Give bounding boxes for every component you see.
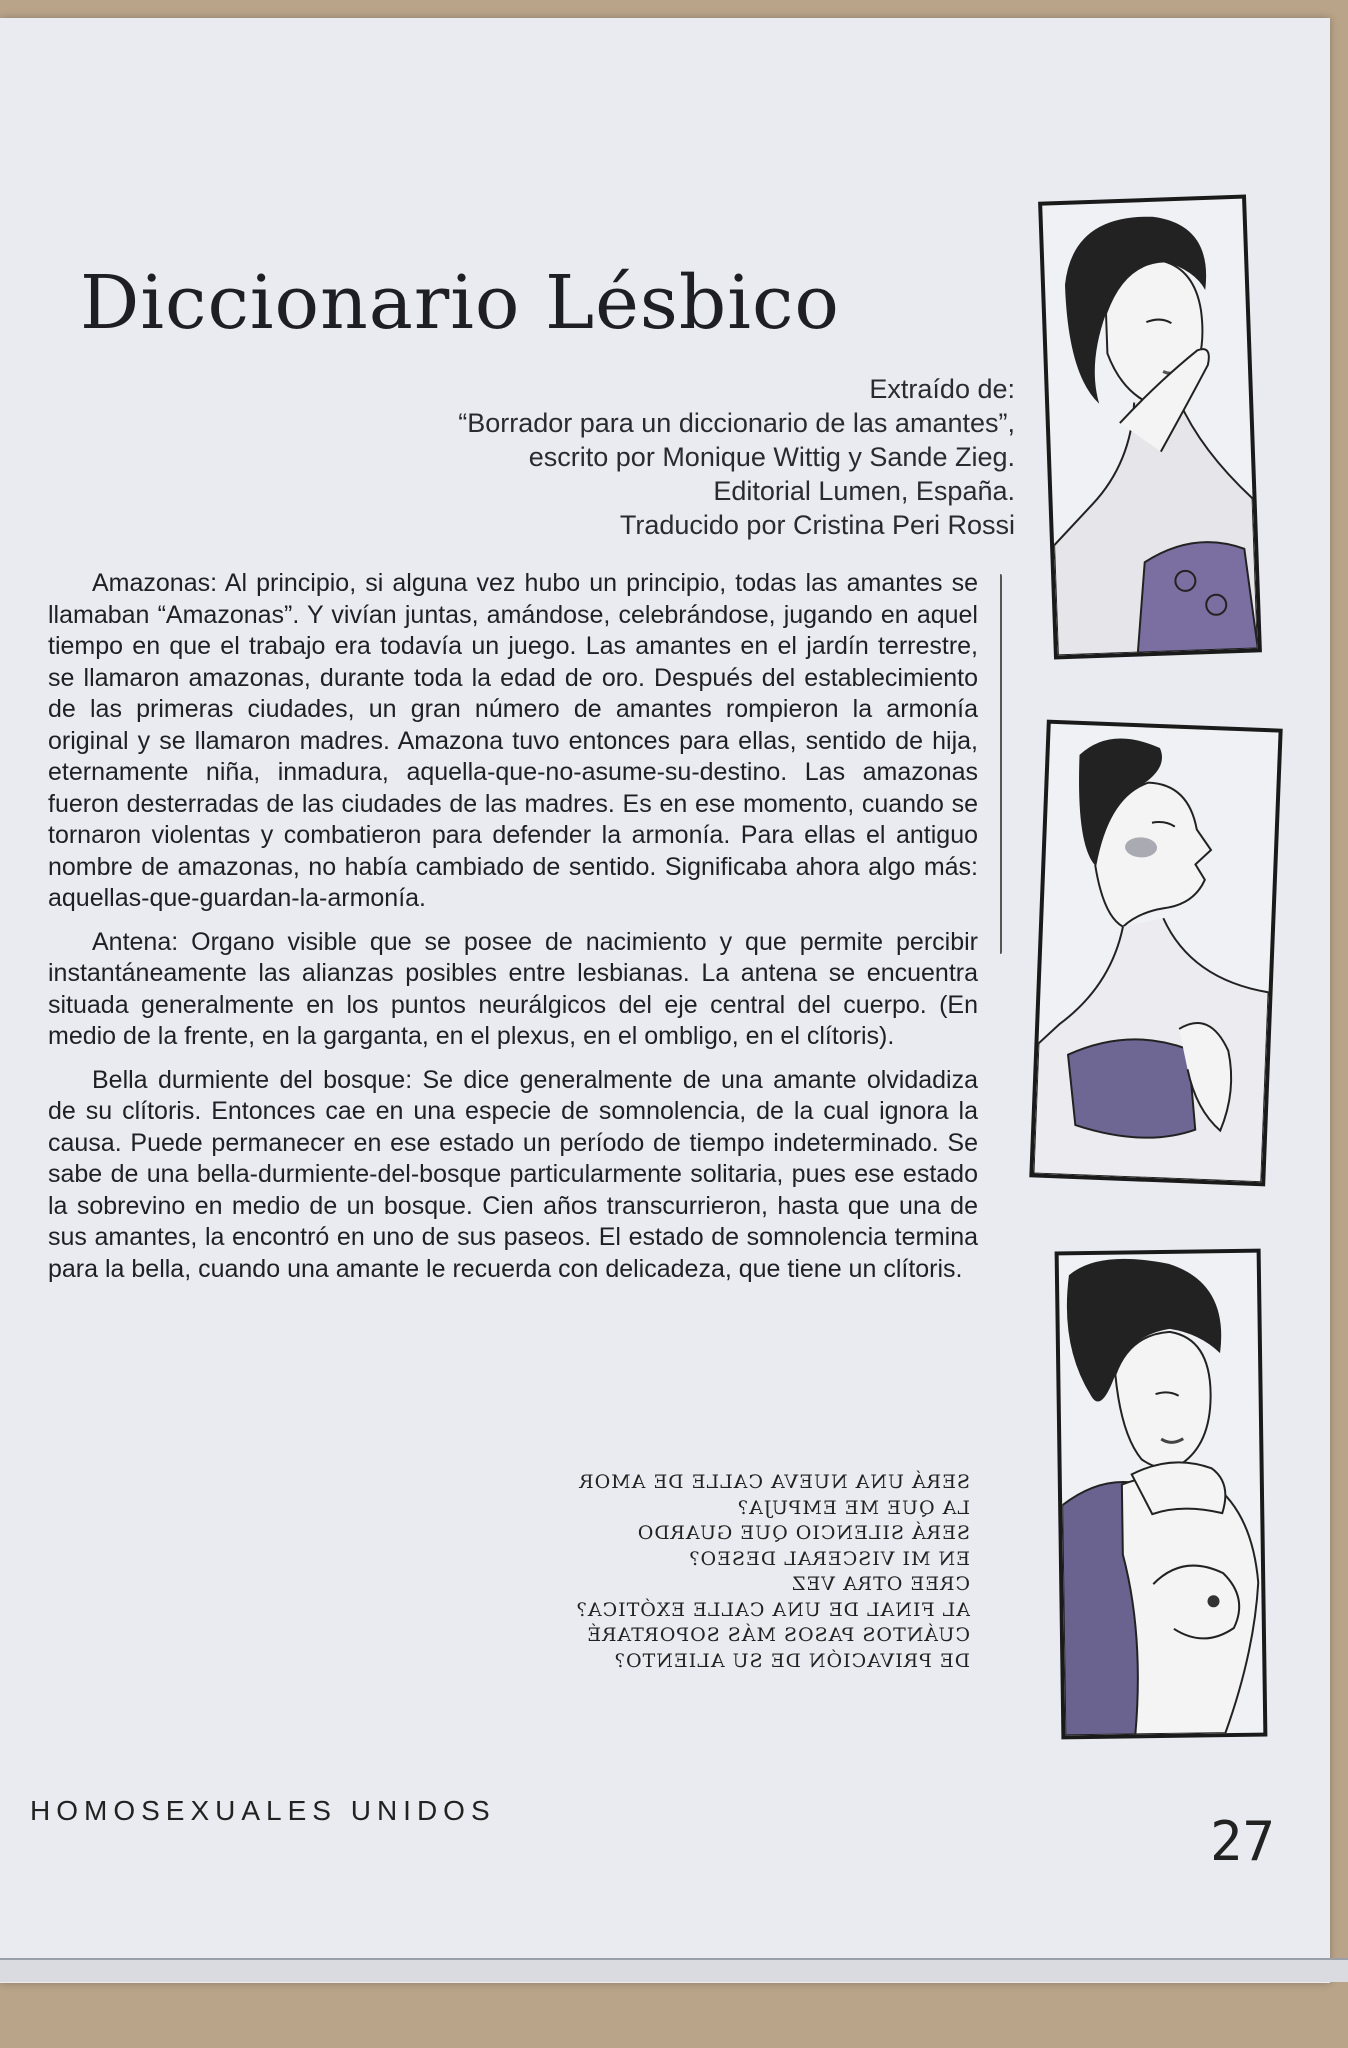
poem-line: CREE OTRA VEZ xyxy=(791,1573,970,1595)
mirrored-poem xyxy=(575,1470,970,1674)
source-line: Extraído de: xyxy=(869,374,1015,404)
source-line: escrito por Monique Wittig y Sande Zieg. xyxy=(528,442,1015,472)
handwritten-bracket-mark xyxy=(1000,574,1002,954)
publication-name: HOMOSEXUALES UNIDOS xyxy=(30,1795,496,1826)
poem-line: SERÁ SILENCIO QUE GUARDO xyxy=(636,1522,970,1544)
poem-line: CUÁNTOS PASOS MÁS SOPORTARÉ xyxy=(586,1624,970,1646)
poem-line: EN MI VISCERAL DESEO? xyxy=(688,1547,970,1570)
entry-antena: Antena: Organo visible que se posee de nacimiento y que permite percibir instantáneamente las alianzas posibles entre lesbianas. La antena se encuentra situada generalmente en los puntos neurálgicos del eje central del cuerpo. (En medio de la frente, en la garganta, en el plexus, en el ombligo, en el clítoris). xyxy=(48,927,978,1050)
poem-line: DE PRIVACIÓN DE SU ALIENTO? xyxy=(613,1649,970,1672)
woman-profile-eyes-closed-illustration xyxy=(1029,720,1282,1187)
source-line: Editorial Lumen, España. xyxy=(713,476,1015,506)
poem-line: AL FINAL DE UNA CALLE EXÓTICA? xyxy=(575,1598,970,1621)
page-edge xyxy=(0,1958,1348,1982)
dictionary-entries xyxy=(48,568,978,1297)
source-line: “Borrador para un diccionario de las amantes”, xyxy=(458,408,1015,438)
woman-undressing-illustration xyxy=(1055,1249,1268,1740)
entry-amazonas: Amazonas: Al principio, si alguna vez hubo un principio, todas las amantes se llamaban “Amazonas”. Y vivían juntas, amándose, celebrándose, jugando en aquel tiempo en que el trabajo era todavía un juego. Las amantes en el jardín terrestre, se llamaron amazonas, durante toda la edad de oro. Después del establecimiento de las primeras ciudades, un gran número de amantes rompieron la armonía original y se llamaron madres. Amazona tuvo entonces para ellas, sentido de hija, eternamente niña, inmadura, aquella-que-no-asume-su-destino. Las amazonas fueron desterradas de las ciudades de las madres. Es en ese momento, cuando se tornaron violentas y combatieron para defender la armonía. Para ellas el antiguo nombre de amazonas, no había cambiado de sentido. Significaba ahora algo más: aquellas-que-guardan-la-armonía. xyxy=(48,569,978,912)
source-line: Traducido por Cristina Peri Rossi xyxy=(619,510,1015,540)
poem-line: SERÁ UNA NUEVA CALLE DE AMOR xyxy=(578,1471,970,1493)
poem-line: LA QUE ME EMPUJA? xyxy=(736,1496,970,1519)
entry-bella-durmiente: Bella durmiente del bosque: Se dice generalmente de una amante olvidadiza de su clítoris. Entonces cae en una especie de somnolencia, de la cual ignora la causa. Puede permanecer en ese estado un período de tiempo indeterminado. Se sabe de una bella-durmiente-del-bosque particularmente solitaria, pues ese estado la sobrevino en medio de un bosque. Cien años transcurrieron, hasta que una de sus amantes, la encontró en uno de sus paseos. El estado de somnolencia termina para la bella, cuando una amante le recuerda con delicadeza, que tiene un clítoris. xyxy=(48,1065,978,1283)
page-title: Diccionario Lésbico xyxy=(80,259,840,346)
source-credit xyxy=(215,372,1015,542)
woman-hand-on-cheek-illustration xyxy=(1038,195,1262,660)
page-number: 27 xyxy=(1210,1810,1276,1873)
